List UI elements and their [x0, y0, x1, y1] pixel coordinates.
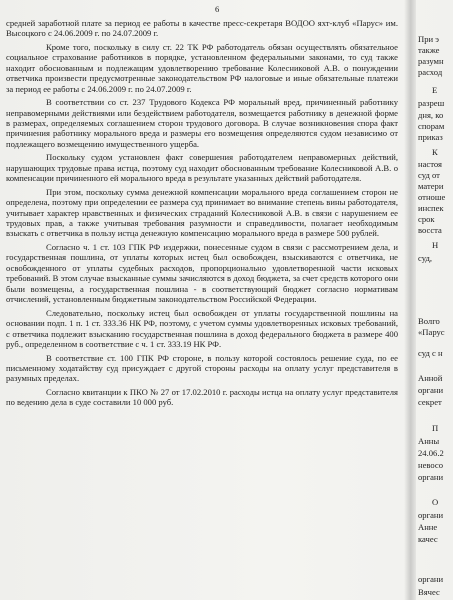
- fragment-line: восста: [418, 225, 442, 235]
- fragment-line: Волго: [418, 316, 440, 326]
- fragment-line: органи: [418, 574, 444, 584]
- page-number: 6: [215, 4, 220, 14]
- fragment-line: Анне: [418, 522, 438, 532]
- fragment-line: разреш: [418, 98, 445, 108]
- fragment-line: органи: [418, 510, 444, 520]
- paragraph: Поскольку судом установлен факт совершения работодателем неправомерных действий, нарушающих трудовые права истца, поэтому суд находит обоснованным требование Колесниковой А.В. о компенсации причиненного ей морального вреда в результате указанных действий работодателя.: [6, 152, 398, 184]
- paragraph: Согласно ч. 1 ст. 103 ГПК РФ издержки, понесенные судом в связи с рассмотрением дела, и государственная пошлина, от уплаты которых истец был освобожден, взыскиваются с ответчика, не освобожденного от уплаты судебных расходов, пропорционально удовлетворенной части исковых требований. В этом случае взысканные суммы зачисляются в доход бюджета, за счет средств которого они были возмещены, а государственная пошлина - в соответствующий бюджет согласно нормативам отчислений, установленным бюджетным законодательством Российской Федерации.: [6, 242, 398, 305]
- fragment-line: матери: [418, 181, 444, 191]
- body-text: [6, 18, 398, 411]
- paragraph: В соответствии со ст. 237 Трудового Кодекса РФ моральный вред, причиненный работнику неправомерными действиями или бездействием работодателя, возмещается работнику в денежной форме в размерах, определяемых соглашением сторон трудового договора. В случае возникновения спора факт причинения работнику морального вреда и размеры его возмещения определяются судом независимо от подлежащего возмещению имущественного ущерба.: [6, 97, 398, 149]
- main-column: [6, 0, 402, 600]
- fragment-line: П: [432, 423, 439, 433]
- fragment-line: суд с н: [418, 348, 443, 358]
- paragraph: Согласно квитанции к ПКО № 27 от 17.02.2010 г. расходы истца на оплату услуг представителя по ведению дела в суде составили 10 000 руб.: [6, 386, 398, 408]
- fragment-line: спорам: [418, 121, 445, 131]
- fragment-line: дня, ко: [418, 110, 444, 120]
- fragment-line: приказ: [418, 132, 443, 142]
- paragraph: Кроме того, поскольку в силу ст. 22 ТК РФ работодатель обязан осуществлять обязательное социальное страхование работников в порядке, установленном федеральными законами, то суд также находит обоснованным и подлежащим удовлетворению требование Колесниковой А.В. о понуждении ответчика произвести предусмотренные законодательством РФ налоговые и иные обязательные платежи за период ее работы с 24.06.2009 г. по 24.07.2009 г.: [6, 42, 398, 94]
- fragment-line: суд,: [418, 253, 432, 263]
- fragment-line: К: [432, 147, 438, 157]
- fragment-line: также: [418, 45, 440, 55]
- fragment-line: расход: [418, 67, 443, 77]
- fragment-line: 24.06.2: [418, 448, 444, 458]
- fragment-line: настоя: [418, 159, 442, 169]
- fragment-line: Анной: [418, 373, 443, 383]
- paragraph: При этом, поскольку сумма денежной компенсации морального вреда соглашением сторон не определена, поэтому при определении ее размера суд принимает во внимание степень вины работодателя, учитывает характер нравственных и физических страданий Колесниковой А.В. в связи с нарушением ее трудовых прав, а также учитывая требования разумности и справедливости, полагает необходимым взыскать с ответчика в пользу истца денежную компенсацию морального вреда в размере 500 рублей.: [6, 186, 398, 239]
- fragment-line: секрет: [418, 397, 442, 407]
- fragment-line: органи: [418, 385, 444, 395]
- fragment-line: Анны: [418, 436, 440, 446]
- fragment-line: инспек: [418, 203, 444, 213]
- paragraph: средней заработной плате за период ее работы в качестве пресс-секретаря ВОДОО яхт-клуб «Парус» им. Высоцкого с 24.06.2009 г. по 24.07.2009 г.: [6, 18, 398, 39]
- fragment-line: отноше: [418, 192, 446, 202]
- fragment-line: При э: [418, 34, 439, 44]
- fragment-line: срок: [418, 214, 435, 224]
- paragraph: Следовательно, поскольку истец был освобожден от уплаты государственной пошлины на основании подп. 1 п. 1 ст. 333.36 НК РФ, поэтому, с учетом суммы удовлетворенных исковых требований, с ответчика подлежит взысканию государственная пошлина в доход федерального бюджета в размере 400 руб., определенном в соответствие с ч. 1 ст. 333.19 НК РФ.: [6, 307, 398, 349]
- adjacent-page-fragments: [418, 0, 453, 600]
- fragment-line: невосо: [418, 460, 444, 470]
- fragment-line: разумн: [418, 56, 444, 66]
- fragment-line: Вячес: [418, 587, 440, 597]
- paragraph: В соответствие ст. 100 ГПК РФ стороне, в пользу которой состоялось решение суда, по ее письменному ходатайству суд присуждает с другой стороны расходы на оплату услуг представителя в разумных пределах.: [6, 352, 398, 384]
- fragment-line: суд от: [418, 170, 440, 180]
- fragment-line: качес: [418, 534, 438, 544]
- fragment-line: О: [432, 497, 439, 507]
- fragment-line: органи: [418, 472, 444, 482]
- fragment-line: «Парус: [418, 327, 445, 337]
- fragment-line: Е: [432, 85, 438, 95]
- page-fold-shadow: [404, 0, 416, 600]
- fragment-line: Н: [432, 240, 439, 250]
